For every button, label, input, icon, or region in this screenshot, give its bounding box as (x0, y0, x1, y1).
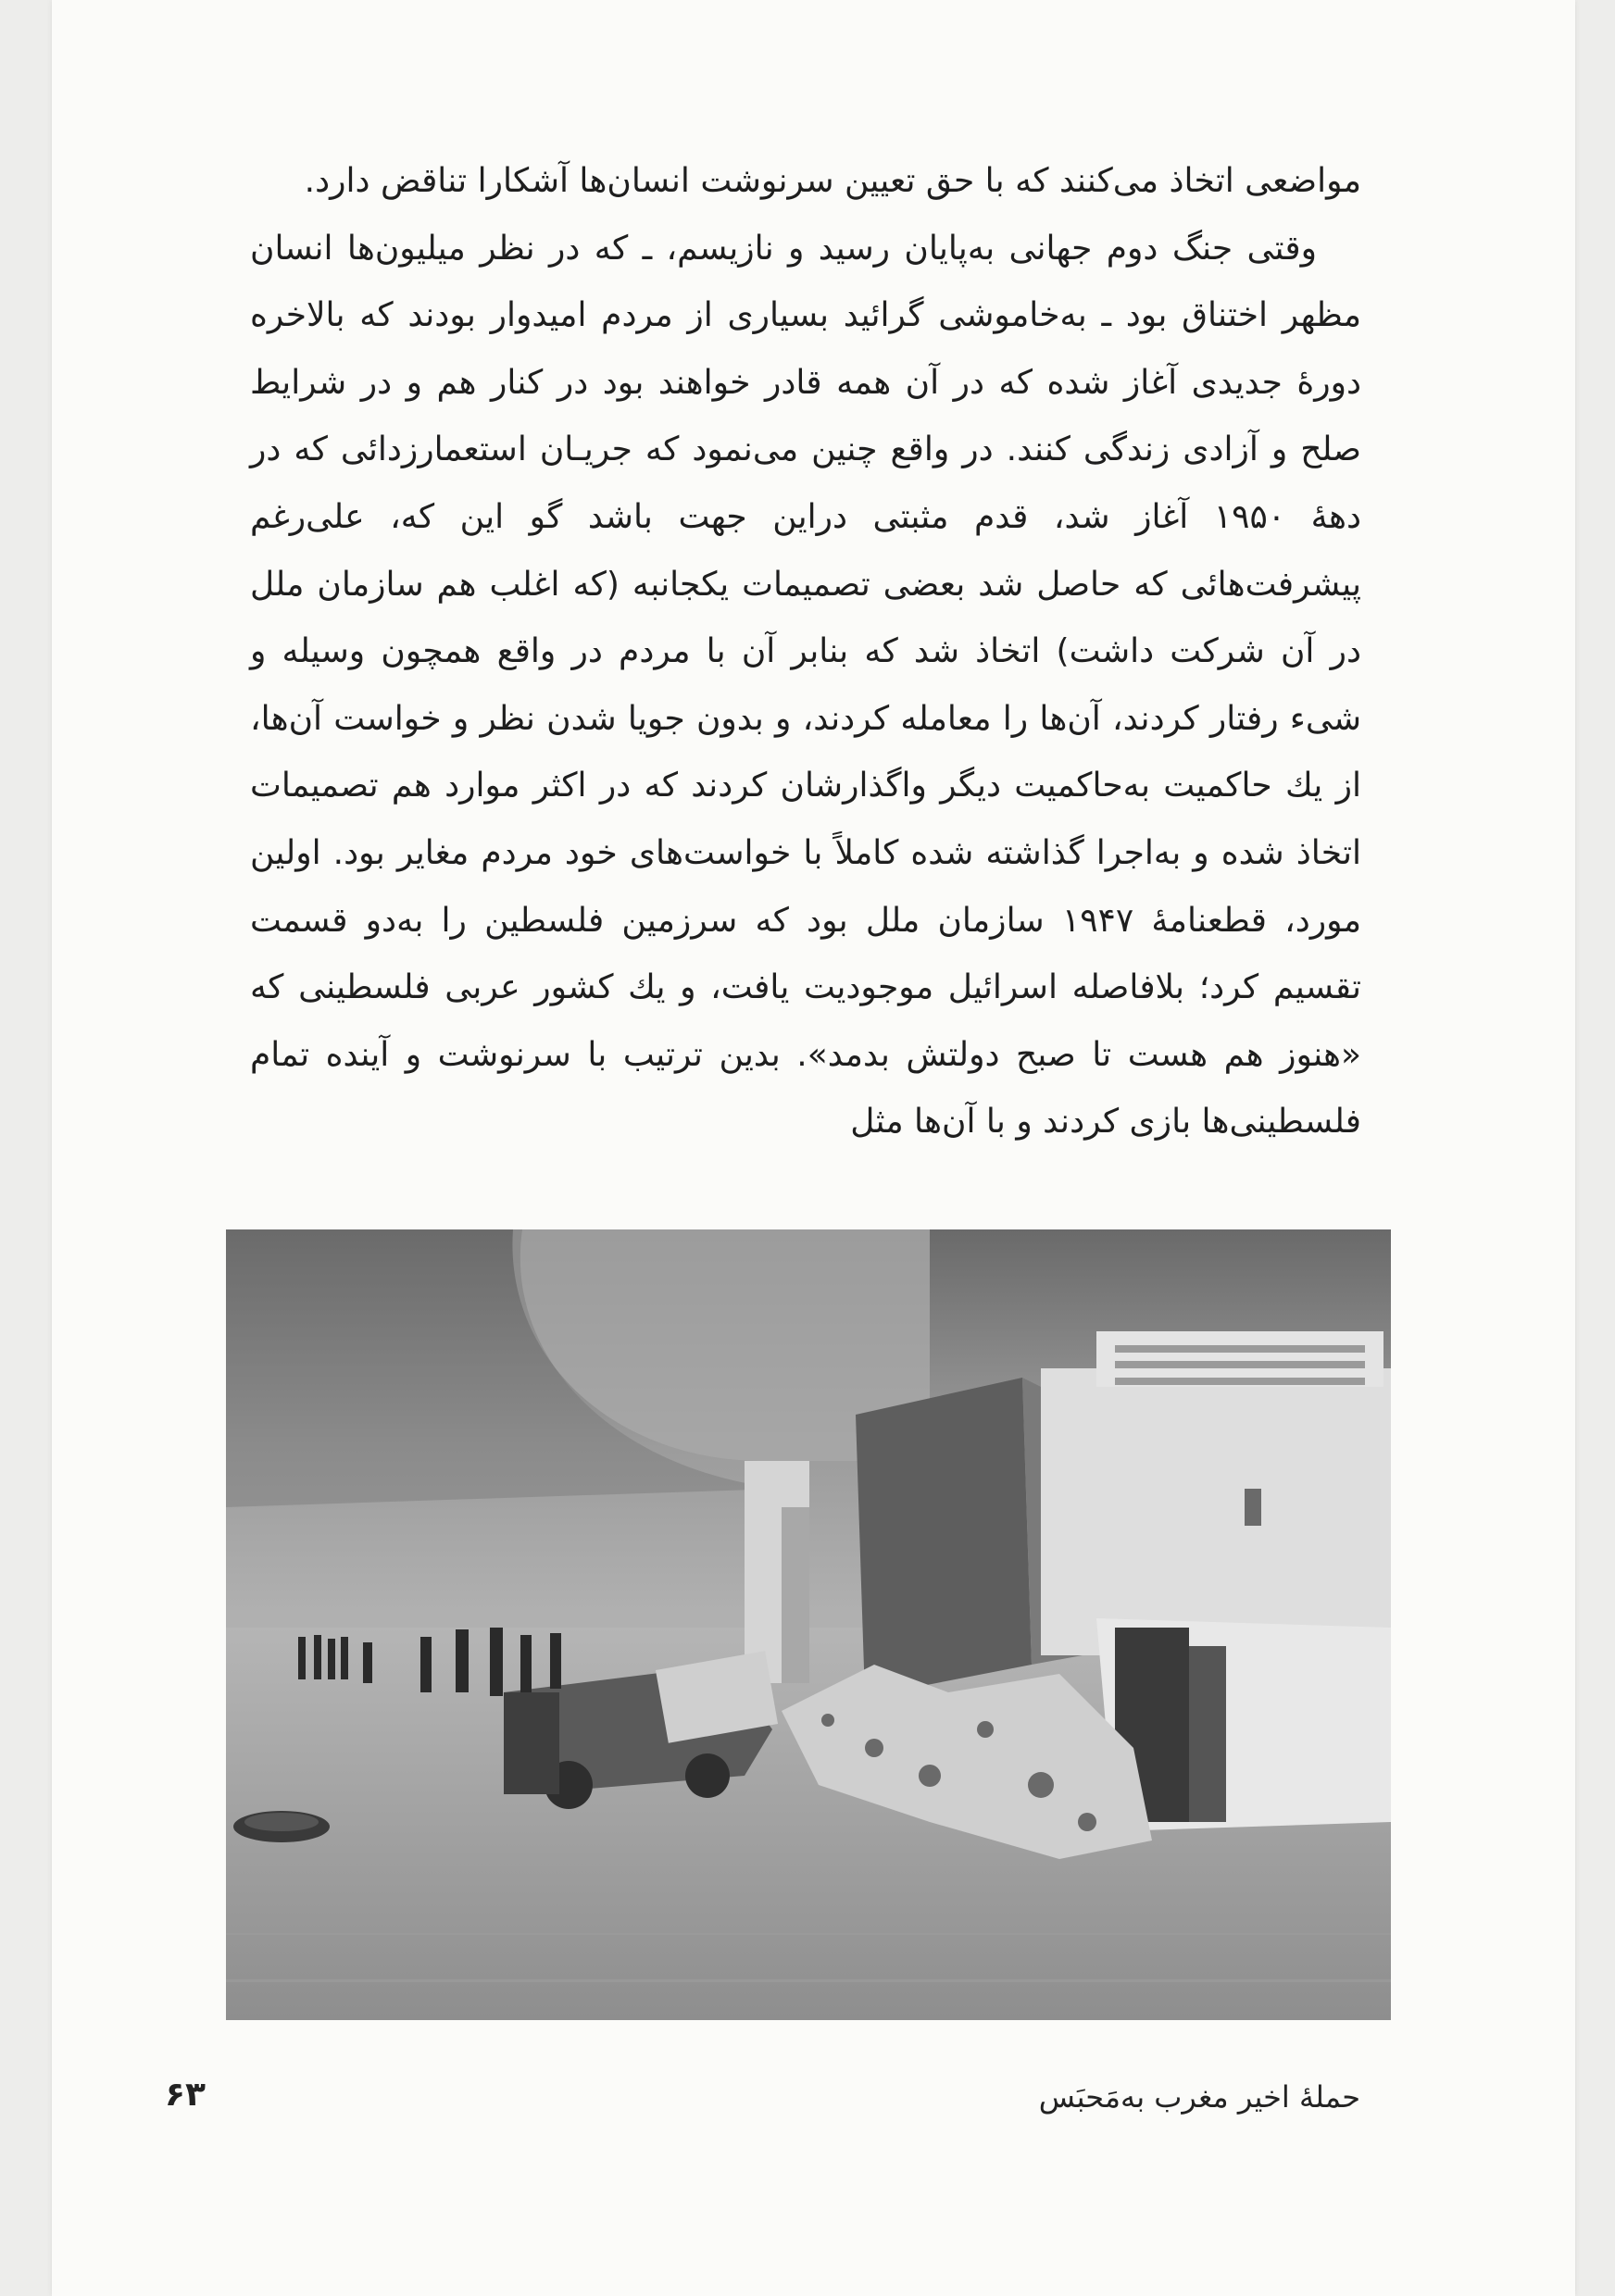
running-footer-title: حملهٔ اخیر مغرب به‌مَحبَس (1038, 2079, 1360, 2115)
paragraph-1: مواضعی اتخاذ می‌کنند که با حق تعیین سرنوشت انسان‌ها آشکارا تناقض دارد. (304, 162, 1361, 200)
page-number: ۶۳ (165, 2076, 206, 2114)
body-text (250, 148, 1361, 1156)
damaged-wall (856, 1378, 1032, 1697)
lattice-pattern (1115, 1345, 1365, 1385)
photograph-destroyed-buildings (226, 1229, 1391, 2020)
ruined-building (1041, 1368, 1391, 1655)
paragraph-2: وقتی جنگ دوم جهانی به‌پایان رسید و نازیسم، ـ که در نظر میلیون‌ها انسان مظهر اختناق بود ـ به‌خاموشی گرائید بسیاری از مردم امیدوار بودند که بالاخره دورهٔ جدیدی آغاز شده که در آن همه قادر خواهند بود در کنار هم و در شرایط صلح و آزادی زندگی کنند. در واقع چنین می‌نمود که جریـان استعمارزدائی که در دههٔ ۱۹۵۰ آغاز شد، قدم مثبتی دراین جهت باشد گو این که، علی‌رغم پیشرفت‌هائی که حاصل شد بعضی تصمیمات یکجانبه (که اغلب هم سازمان ملل در آن شرکت داشت) اتخاذ شد که بنابر آن با مردم در واقع همچون وسیله و شیء رفتار کردند، آن‌ها را معامله کردند، و بدون جویا شدن نظر و خواست آن‌ها، از یك حاکمیت به‌حاکمیت دیگر واگذارشان کردند که در اکثر موارد هم تصمیمات اتخاذ شده و به‌اجرا گذاشته شده کاملاً با خواست‌های خود مردم مغایر بود. اولین مورد، قطعنامهٔ ۱۹۴۷ سازمان ملل بود که سرزمین فلسطین را به‌دو قسمت تقسیم کرد؛ بلافاصله اسرائیل موجودیت یافت، و یك کشور عربی فلسطینی که «هنوز هم هست تا صبح دولتش بدمد». بدین ترتیب با سرنوشت و آینده تمام فلسطینی‌ها بازی کردند و با آن‌ها مثل (250, 229, 1361, 1142)
